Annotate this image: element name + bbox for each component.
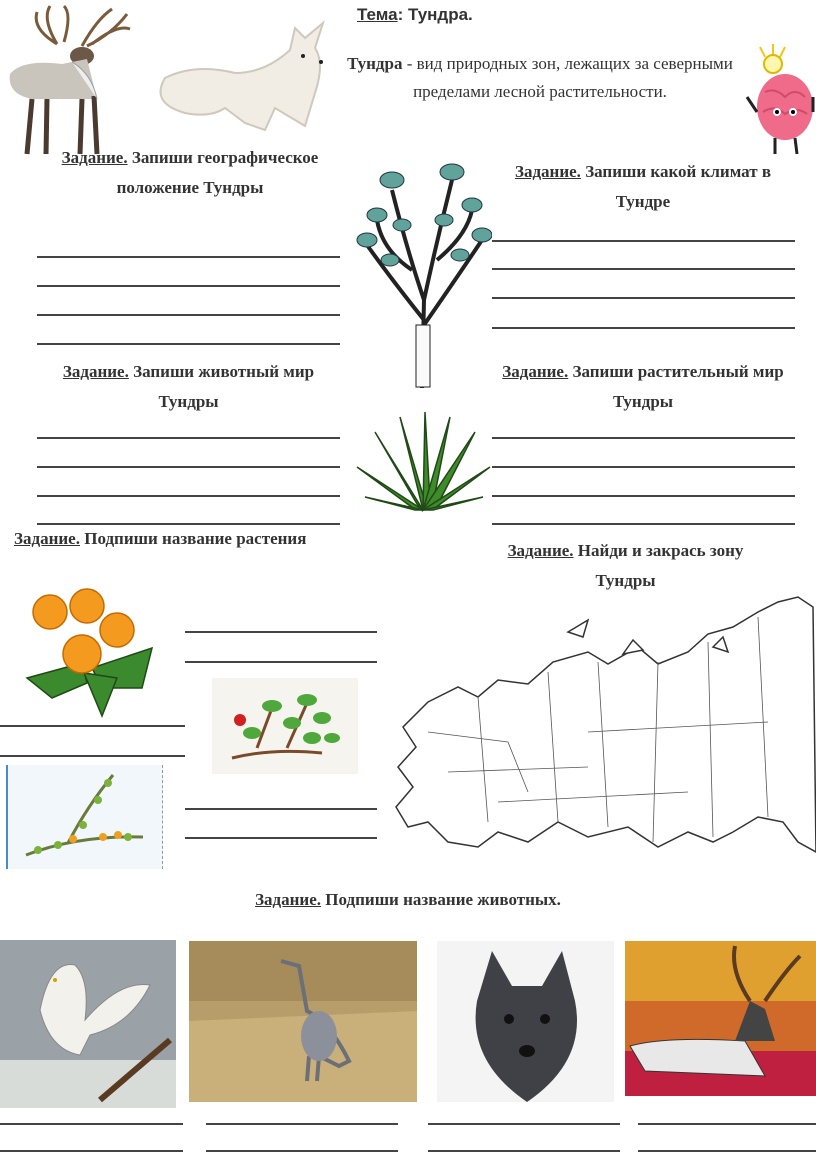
brain-mascot-illustration xyxy=(745,42,815,157)
crane-photo xyxy=(189,941,417,1102)
task-plant-name: Задание. Подпиши название растения xyxy=(14,529,307,548)
snowy-owl-photo xyxy=(0,940,176,1108)
answer-line[interactable] xyxy=(37,466,340,468)
answer-line[interactable] xyxy=(492,495,795,497)
task-animals: Задание. Подпиши название животных. xyxy=(255,890,561,909)
reindeer-photo xyxy=(625,941,816,1096)
answer-line[interactable] xyxy=(206,1150,398,1152)
answer-line[interactable] xyxy=(37,343,340,345)
answer-line[interactable] xyxy=(0,755,185,757)
answer-line[interactable] xyxy=(37,437,340,439)
answer-line[interactable] xyxy=(492,466,795,468)
arctic-fox-photo xyxy=(437,941,614,1102)
answer-line[interactable] xyxy=(638,1123,816,1125)
answer-line[interactable] xyxy=(37,256,340,258)
answer-line[interactable] xyxy=(0,1123,183,1125)
arctic-fox-illustration xyxy=(155,18,330,133)
answer-line[interactable] xyxy=(37,285,340,287)
answer-line[interactable] xyxy=(37,314,340,316)
task-map: Задание. Найди и закрась зону Тундры xyxy=(507,541,744,590)
answer-line[interactable] xyxy=(206,1123,398,1125)
answer-line[interactable] xyxy=(0,1150,183,1152)
cloudberry-illustration xyxy=(22,588,157,718)
crowberry-branch-image xyxy=(6,765,163,869)
answer-line[interactable] xyxy=(37,495,340,497)
reindeer-illustration xyxy=(2,4,137,156)
answer-line[interactable] xyxy=(185,631,377,633)
answer-line[interactable] xyxy=(492,240,795,242)
dwarf-birch-illustration xyxy=(352,150,492,390)
answer-line[interactable] xyxy=(428,1123,620,1125)
task-climate: Задание. Запиши какой климат в Тундре xyxy=(514,162,772,211)
task-geography: Задание. Запиши географическое положение Тундры xyxy=(61,148,319,197)
russia-outline-map[interactable] xyxy=(388,592,816,862)
task-flora: Задание. Запиши растительный мир Тундры xyxy=(502,362,784,411)
lingonberry-plant-image xyxy=(212,678,358,774)
answer-line[interactable] xyxy=(492,327,795,329)
answer-line[interactable] xyxy=(185,661,377,663)
answer-line[interactable] xyxy=(492,268,795,270)
page-title: Тема: Тундра. xyxy=(357,5,473,24)
answer-line[interactable] xyxy=(492,297,795,299)
answer-line[interactable] xyxy=(492,523,795,525)
intro-definition: Тундра - вид природных зон, лежащих за северными пределами лесной растительности. xyxy=(347,54,733,101)
answer-line[interactable] xyxy=(185,808,377,810)
answer-line[interactable] xyxy=(0,725,185,727)
tundra-grass-illustration xyxy=(355,412,492,512)
answer-line[interactable] xyxy=(428,1150,620,1152)
answer-line[interactable] xyxy=(492,437,795,439)
task-fauna: Задание. Запиши животный мир Тундры xyxy=(62,362,315,411)
answer-line[interactable] xyxy=(185,837,377,839)
answer-line[interactable] xyxy=(638,1150,816,1152)
